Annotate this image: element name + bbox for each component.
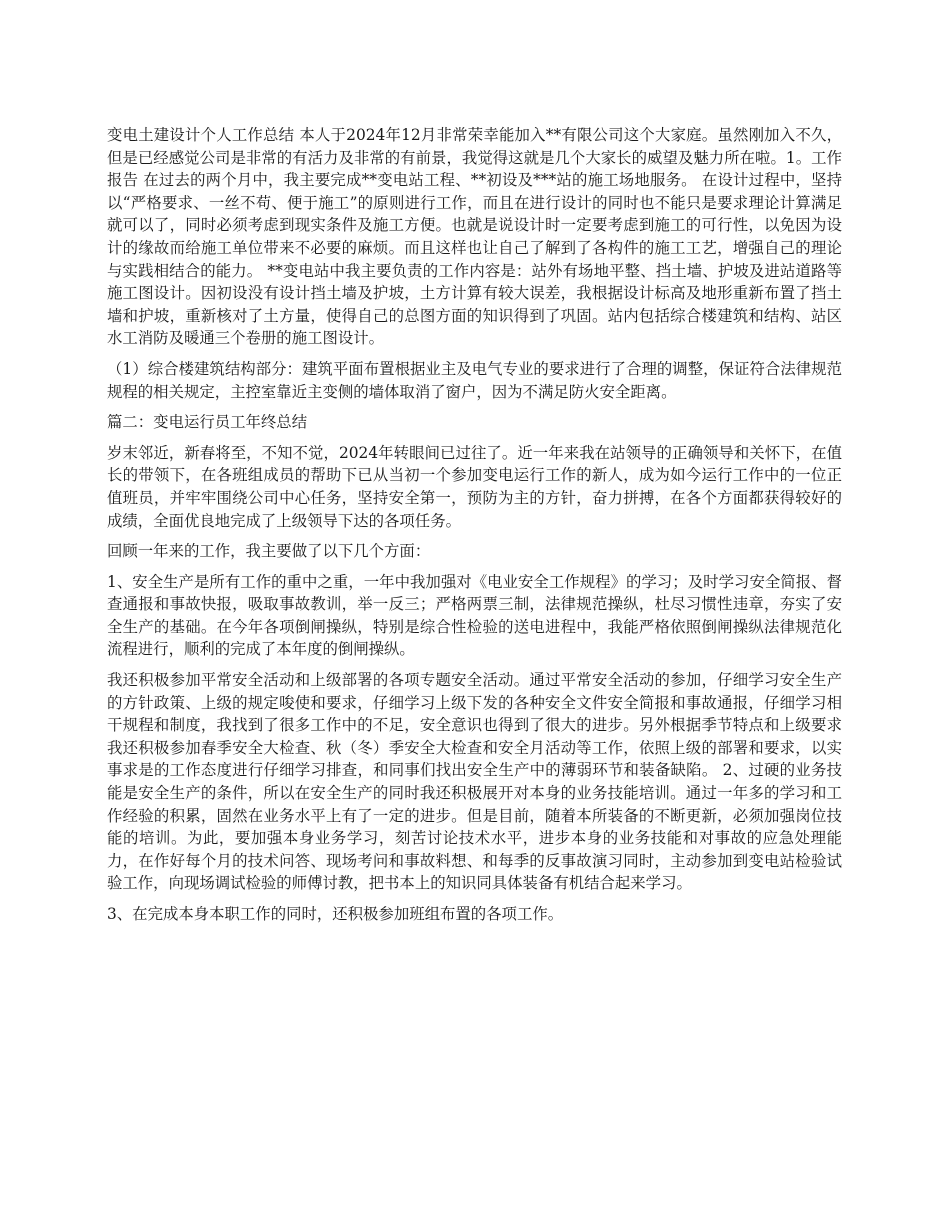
paragraph-review-lead: 回顾一年来的工作，我主要做了以下几个方面： <box>107 542 431 561</box>
document-body <box>107 124 842 934</box>
paragraph-safety-production: 1、安全生产是所有工作的重中之重，一年中我加强对《电业安全工作规程》的学习；及时学习安全简报、督查通报和事故快报，吸取事故教训，举一反三；严格两票三制，法律规范操纵，杜尽习惯性违章，夯实了安全生产的基础。在今年各项倒闸操纵，特别是综合性检验的送电进程中，我能严格依照倒闸操纵法律规范化流程进行，顺利的完成了本年度的倒闸操纵。 <box>107 572 842 659</box>
paragraph-design-summary: 变电土建设计个人工作总结 本人于2024年12月非常荣幸能加入**有限公司这个大家庭。虽然刚加入不久，但是已经感觉公司是非常的有活力及非常的有前景，我觉得这就是几个大家长的威望及魅力所在啦。1。工作报告 在过去的两个月中，我主要完成**变电站工程、**初设及***站的施工场地服务。 在设计过程中，坚持以“严格要求、一丝不苟、便于施工”的原则进行工作，而且在进行设计的同时也不能只是要求理论计算满足就可以了，同时必须考虑到现实条件及施工方便。也就是说设计时一定要考虑到施工的可行性，以免因为设计的缘故而给施工单位带来不必要的麻烦。而且这样也让自己了解到了各构件的施工工艺，增强自己的理论与实践相结合的能力。 **变电站中我主要负责的工作内容是：站外有场地平整、挡土墙、护坡及进站道路等施工图设计。因初设没有设计挡土墙及护坡，土方计算有较大误差，我根据设计标高及地形重新布置了挡土墙和护坡，重新核对了土方量，使得自己的总图方面的知识得到了巩固。站内包括综合楼建筑和结构、站区水工消防及暖通三个卷册的施工图设计。 <box>107 126 842 348</box>
paragraph-building-structure: （1）综合楼建筑结构部分：建筑平面布置根据业主及电气专业的要求进行了合理的调整，保证符合法律规范规程的相关规定，主控室靠近主变侧的墙体取消了窗户，因为不满足防火安全距离。 <box>107 359 842 401</box>
section-heading-part-two: 篇二：变电运行员工年终总结 <box>107 413 308 432</box>
paragraph-safety-activities: 我还积极参加平常安全活动和上级部署的各项专题安全活动。通过平常安全活动的参加，仔细学习安全生产的方针政策、上级的规定唆使和要求，仔细学习上级下发的各种安全文件安全简报和事故通报，仔细学习相干规程和制度，我找到了很多工作中的不足，安全意识也得到了很大的进步。另外根据季节特点和上级要求我还积极参加春季安全大检查、秋（冬）季安全大检查和安全月活动等工作，依照上级的部署和要求，以实事求是的工作态度进行仔细学习排查，和同事们找出安全生产中的薄弱环节和装备缺陷。 2、过硬的业务技能是安全生产的条件，所以在安全生产的同时我还积极展开对本身的业务技能培训。通过一年多的学习和工作经验的积累，固然在业务水平上有了一定的进步。但是目前，随着本所装备的不断更新，必须加强岗位技能的培训。为此，要加强本身业务学习，刻苦讨论技术水平，进步本身的业务技能和对事故的应急处理能力，在作好每个月的技术问答、现场考问和事故料想、和每季的反事故演习同时，主动参加到变电站检验试验工作，向现场调试检验的师傅讨教，把书本上的知识同具体装备有机结合起来学习。 <box>107 671 842 893</box>
paragraph-team-work: 3、在完成本身本职工作的同时，还积极参加班组布置的各项工作。 <box>107 905 564 923</box>
paragraph-year-end-intro: 岁末邻近，新春将至，不知不觉，2024年转眼间已过往了。近一年来我在站领导的正确领导和关怀下，在值长的带领下，在各班组成员的帮助下已从当初一个参加变电运行工作的新人，成为如今运行工作中的一位正值班员，并牢牢围绕公司中心任务，坚持安全第一，预防为主的方针，奋力拼搏，在各个方面都获得较好的成绩，全面优良地完成了上级领导下达的各项任务。 <box>107 443 842 530</box>
